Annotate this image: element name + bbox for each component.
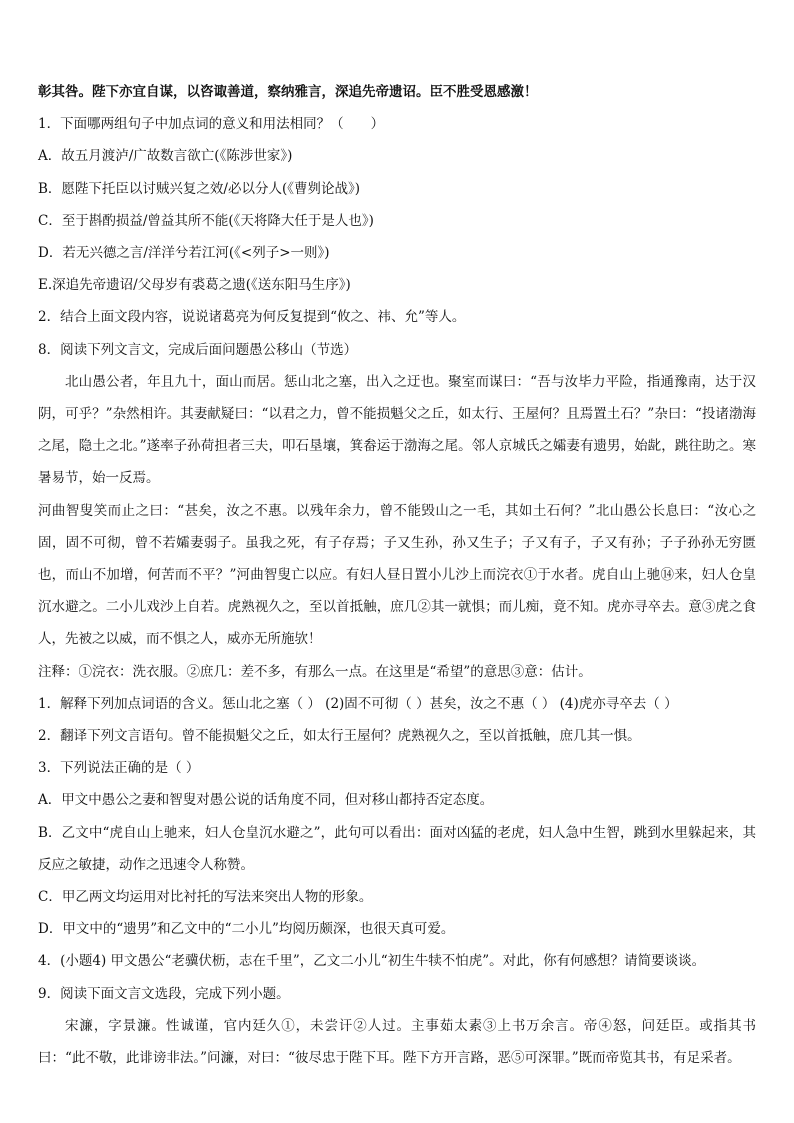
annotation-notes: 注释：①浣衣：洗衣服。②庶几：差不多，有那么一点。在这里是“希望”的意思③意：估计。: [38, 663, 592, 680]
choice-d: D．甲文中的“遗男”和乙文中的“二小儿”均阅历颇深，也很天真可爱。: [38, 921, 455, 938]
option-a: A．故五月渡泸/广故数言欲亡(《陈涉世家》): [38, 148, 293, 165]
choice-a: A．甲文中愚公之妻和智叟对愚公说的话角度不同，但对移山都持否定态度。: [38, 792, 494, 809]
choice-b: B．乙文中“虎自山上驰来，妇人仓皇沉水避之”，此句可以看出：面对凶猛的老虎，妇人急中生智，跳到水里躲起来，其反应之敏捷，动作之迅速令人称赞。: [38, 824, 756, 873]
option-d: D．若无兴德之言/洋洋兮若江河(《<列子>一则》): [38, 245, 330, 262]
option-c: C．至于斟酌损益/曾益其所不能(《天将降大任于是人也》): [38, 212, 374, 229]
document-page: [38, 76, 756, 1074]
sub-question-1: 1．解释下列加点词语的含义。惩山北之塞（ ） (2)固不可彻（ ）甚矣，汝之不惠（ ） (4)虎亦寻卒去（ ）: [38, 695, 678, 712]
question-1: 1．下面哪两组句子中加点词的意义和用法相同？（ ）: [38, 116, 385, 133]
sub-question-4: 4．(小题4) 甲文愚公“老骥伏枥，志在千里”，乙文二小儿“初生牛犊不怕虎”。对此，你有何感想？请简要谈谈。: [38, 953, 706, 970]
question-2: 2．结合上面文段内容，说说诸葛亮为何反复提到“攸之、祎、允”等人。: [38, 309, 466, 326]
choice-c: C．甲乙两文均运用对比衬托的写法来突出人物的形象。: [38, 889, 373, 906]
sub-question-3: 3．下列说法正确的是（ ）: [38, 760, 200, 777]
sub-question-2: 2．翻译下列文言语句。曾不能损魁父之丘，如太行王屋何？虎熟视久之，至以首抵触，庶几其一惧。: [38, 728, 641, 745]
passage-yugong-paragraph-2: 河曲智叟笑而止之曰：“甚矣，汝之不惠。以残年余力，曾不能毁山之一毛，其如土石何？”北山愚公长息曰：“汝心之固，固不可彻，曾不若孀妻弱子。虽我之死，有子存焉；子又生孙，孙又生子；子又有子，子又有孙；子子孙孙无穷匮也，而山不加增，何苦而不平？”河曲智叟亡以应。有妇人昼日置小儿沙上而浣衣①于水者。虎自山上驰⑭来，妇人仓皇沉水避之。二小儿戏沙上自若。虎熟视久之，至以首抵触，庶几②其一就惧；而儿痴，竟不知。虎亦寻卒去。意③虎之食人，先被之以威，而不惧之人，威亦无所施欤！: [38, 502, 756, 648]
passage-yugong-paragraph-1: 北山愚公者，年且九十，面山而居。惩山北之塞，出入之迂也。聚室而谋曰：“吾与汝毕力平险，指通豫南，达于汉阴，可乎？”杂然相许。其妻献疑曰：“以君之力，曾不能损魁父之丘，如太行、王屋何？且焉置土石？”杂曰：“投诸渤海之尾，隐土之北。”遂率子孙荷担者三夫，叩石垦壤，箕畚运于渤海之尾。邻人京城氏之孀妻有遗男，始龀，跳往助之。寒暑易节，始一反焉。: [38, 373, 756, 487]
option-e: E.深追先帝遗诏/父母岁有裘葛之遗(《送东阳马生序》): [38, 277, 351, 294]
section-9-heading: 9．阅读下面文言文选段，完成下列小题。: [38, 985, 290, 1002]
section-8-heading: 8．阅读下列文言文，完成后面问题愚公移山（节选）: [38, 341, 358, 358]
option-b: B．愿陛下托臣以讨贼兴复之效/必以分人(《曹刿论战》): [38, 180, 361, 197]
passage-tail-line: 彰其咎。陛下亦宜自谋，以咨诹善道，察纳雅言，深追先帝遗诏。臣不胜受恩感激！: [38, 84, 538, 100]
passage-songlian: 宋濂，字景濂。性诚谨，官内廷久①，未尝讦②人过。主事茹太素③上书万余言。帝④怒，问廷臣。或指其书曰：“此不敬，此诽谤非法。”问濂，对曰：“彼尽忠于陛下耳。陛下方开言路，恶⑤可深罪。”既而帝览其书，有足采者。: [38, 1017, 756, 1067]
